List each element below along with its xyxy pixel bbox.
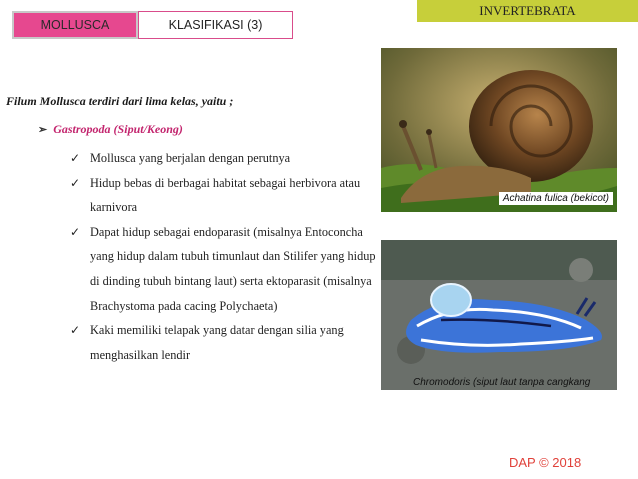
list-item-text: Dapat hidup sebagai endoparasit (misalnya Entoconcha yang hidup dalam tubuh timunlaut dan Stilifer yang hidup di dinding tubuh bintang laut) serta ektoparasit (misalnya Brachystoma pada cacing Polychaeta) (90, 224, 376, 313)
checkmark-icon: ✓ (70, 323, 81, 338)
arrow-bullet-icon: ➢ (38, 124, 48, 136)
subheading-label: Gastropoda (Siput/Keong) (53, 122, 183, 136)
copyright-text: DAP © 2018 (509, 455, 582, 470)
bullet-list (70, 146, 380, 367)
list-item (70, 146, 380, 171)
list-item (70, 318, 380, 367)
classification-tag-label: KLASIFIKASI (3) (168, 18, 263, 32)
snail-illustration (381, 48, 617, 212)
list-item (70, 171, 380, 220)
topic-banner (417, 0, 638, 22)
nudibranch-photo (381, 240, 617, 390)
checkmark-icon: ✓ (70, 151, 81, 165)
list-item-text: Hidup bebas di berbagai habitat sebagai herbivora atau karnivora (90, 175, 361, 215)
list-item (70, 220, 380, 318)
subheading (38, 122, 183, 137)
checkmark-icon: ✓ (70, 224, 81, 239)
classification-tag (138, 11, 293, 39)
nudibranch-caption: Chromodoris (siput laut tanpa cangkang (413, 377, 591, 388)
nudibranch-illustration (381, 240, 617, 390)
intro-text: Filum Mollusca terdiri dari lima kelas, yaitu ; (6, 94, 234, 108)
checkmark-icon: ✓ (70, 175, 81, 190)
snail-photo (381, 48, 617, 212)
list-item-text: Kaki memiliki telapak yang datar dengan silia yang menghasilkan lendir (90, 323, 344, 362)
snail-caption: Achatina fulica (bekicot) (499, 192, 613, 205)
topic-banner-label: INVERTEBRATA (479, 3, 576, 18)
mollusca-tag (12, 11, 138, 39)
list-item-text: Mollusca yang berjalan dengan perutnya (90, 151, 291, 165)
mollusca-tag-label: MOLLUSCA (40, 18, 110, 32)
